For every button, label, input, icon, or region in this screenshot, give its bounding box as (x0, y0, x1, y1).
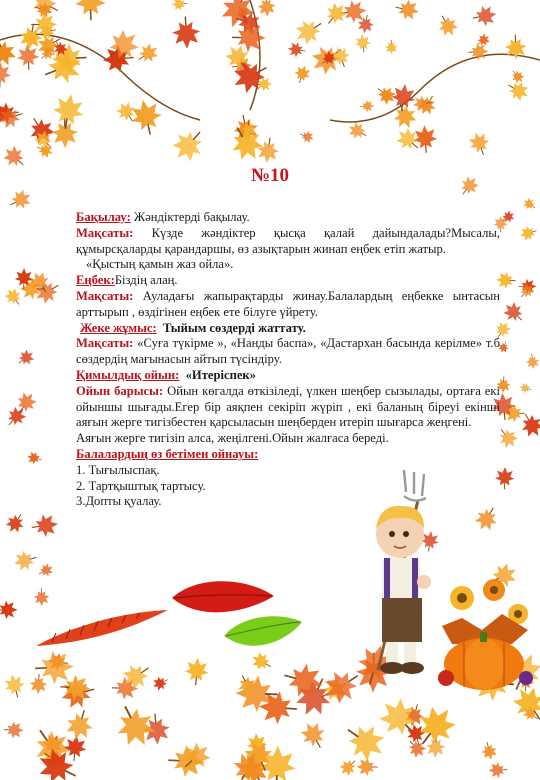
free-games-label: Балалардың өз бетімен ойнауы: (76, 446, 259, 461)
labor-text: Біздің алаң. (114, 273, 178, 288)
goal-text: Күзде жәндіктер қысқа қалай дайындалады?Мысалы, құмырсқаларды қарандаршы, өз азықтарын жинап еңбек етіп жатыр. (76, 225, 500, 256)
goal3-text: «Суға түкірме », «Нанды баспа», «Дастархан басында керілме» т.б сөздердің мағынасын айтып түсіндіру. (76, 336, 500, 367)
goal2-label: Мақсаты: (76, 288, 134, 303)
goal3-paragraph (76, 336, 500, 368)
goal-label: Мақсаты: (76, 225, 134, 240)
movement-game-line (76, 368, 500, 384)
movement-game-text: «Итеріспек» (185, 367, 256, 382)
game-process-paragraph (76, 384, 500, 431)
green-leaf-illustration (222, 612, 304, 656)
free-game-item: 3.Допты қуалау. (76, 494, 162, 509)
game-process-text: Ойын көгалда өткізіледі, үлкен шеңбер сызылады, ортаға екі ойыншы шығады.Егер бір аяқпен секіріп жүріп , екі баланың біреуі екінші аяғын жерге тигізбестен қарсыласын шеңберден итеріп шығарса жеңгені. (76, 383, 500, 430)
game-rule-line: Аяғын жерге тигізіп алса, жеңілгені.Ойын жалғаса береді. (76, 431, 389, 446)
free-game-item: 2. Тартқыштық тартысу. (76, 478, 206, 493)
goal2-text: Ауладағы жапырақтарды жинау.Балалардың еңбекке ынтасын арттырып , өздігінен еңбек ете білуге үйрету. (76, 288, 500, 319)
individual-work-line (76, 321, 500, 337)
goal2-paragraph (76, 289, 500, 321)
free-games-heading (76, 447, 500, 463)
game-process-label: Ойын барысы: (76, 383, 164, 398)
observation-text: Жәндіктерді бақылау. (130, 210, 250, 224)
free-game-item: 1. Тығылыспақ. (76, 462, 160, 477)
lesson-content (76, 210, 500, 510)
individual-work-text: Тыйым сөздерді жаттату. (163, 320, 306, 335)
movement-game-label: Қимылдық ойын: (76, 367, 180, 382)
labor-label: Еңбек: (76, 273, 115, 288)
goal3-label: Мақсаты: (76, 336, 134, 351)
observation-label: Бақылау: (76, 210, 131, 224)
striped-leaf-illustration (32, 606, 172, 652)
proverb-line: «Қыстың қамын жаз ойла». (86, 257, 234, 272)
individual-work-label: Жеке жұмыс: (80, 320, 157, 335)
goal-paragraph (76, 226, 500, 258)
page-title: №10 (250, 165, 290, 186)
labor-line (76, 273, 500, 289)
pumpkin-icon (432, 574, 536, 694)
observation-line (76, 210, 500, 226)
